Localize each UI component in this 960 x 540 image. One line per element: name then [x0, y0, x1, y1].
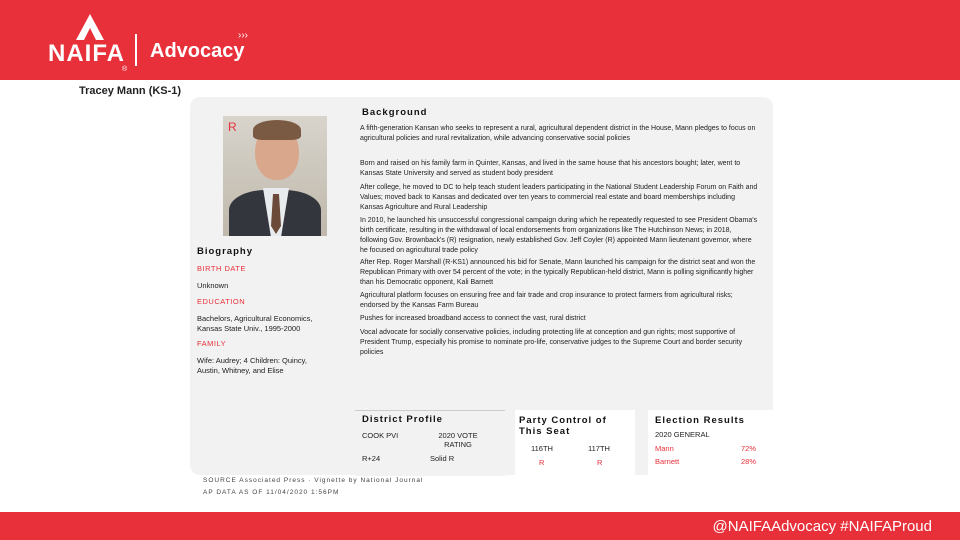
background-paragraph: Agricultural platform focuses on ensuring free and fair trade and crop insurance to protect farmers from agricultural risks; endorsed by the Kansas Farm Bureau	[360, 292, 733, 309]
data-as-of: AP DATA AS OF 11/04/2020 1:56PM	[203, 489, 340, 496]
election-subheading: 2020 GENERAL	[655, 430, 710, 439]
candidate-pct: 72%	[741, 444, 757, 453]
birth-date-value: Unknown	[197, 281, 229, 290]
congress-117-party: R	[597, 458, 603, 467]
footer-bar	[0, 512, 960, 540]
footer-hashtags[interactable]: @NAIFAAdvocacy #NAIFAProud	[712, 518, 932, 535]
brand-title: Advocacy	[150, 40, 245, 62]
candidate-name: Mann	[655, 444, 674, 453]
background-paragraph: In 2010, he launched his unsuccessful congressional campaign during which he repeatedly requested to see President Obama's birth certificate, resulting in the withdrawal of local endorsements from organizations like The Hutchinson News; in 2018, following Gov. Brownback's (R) resignation, newly established Gov. Jeff Coyler (R) appointed Mann lieutenant governor, where he focused on agricultural trade policy	[360, 217, 758, 254]
arrows-icon: ›››	[238, 30, 248, 41]
biography-heading: Biography	[197, 246, 253, 257]
education-label: EDUCATION	[197, 297, 246, 306]
party-control-heading: Party Control of This Seat	[519, 415, 607, 437]
background-paragraph: Vocal advocate for socially conservative policies, including protecting life at conception and gun rights; most supportive of President Trump, especially his promise to nominate pro-life, conservative judges to the Supreme Court and border security policies	[360, 329, 743, 356]
family-value: Wife: Audrey; 4 Children: Quincy, Austin, Whitney, and Elise	[197, 356, 307, 375]
logo-text: NAIFA	[48, 40, 125, 67]
district-profile-heading: District Profile	[362, 414, 443, 425]
background-paragraph: A fifth-generation Kansan who seeks to represent a rural, agricultural dependent district in the House, Mann pledges to focus on agricultural policies and rural revitalization, while advancing conservative social policies	[360, 125, 756, 142]
vote-rating-value: Solid R	[430, 454, 455, 463]
background-paragraph: After Rep. Roger Marshall (R-KS1) announced his bid for Senate, Mann launched his campaign for the district seat and won the Republican Primary with over 54 percent of the vote; in the typically Republican-held district, Mann is polling significantly higher than his Democratic opponent, Kali Barnett	[360, 259, 756, 286]
background-heading: Background	[362, 107, 428, 118]
congress-116-label: 116TH	[531, 444, 553, 453]
family-label: FAMILY	[197, 339, 227, 348]
background-paragraph: Pushes for increased broadband access to connect the vast, rural district	[360, 315, 586, 322]
congress-117-label: 117TH	[588, 444, 610, 453]
party-badge: R	[228, 120, 237, 134]
background-paragraph: Born and raised on his family farm in Quinter, Kansas, and lived in the same house that his ancestors bought; later, went to Kansas State University and served as student body president	[360, 160, 741, 177]
cook-pvi-value: R+24	[362, 454, 381, 463]
candidate-name: Barnett	[655, 457, 680, 466]
education-value: Bachelors, Agricultural Economics, Kansas State Univ., 1995-2000	[197, 314, 313, 333]
naifa-logo[interactable]	[40, 10, 140, 74]
source-note: SOURCE Associated Press · Vignette by National Journal	[203, 477, 424, 484]
page-title: Tracey Mann (KS-1)	[79, 85, 182, 97]
candidate-pct: 28%	[741, 457, 757, 466]
birth-date-label: BIRTH DATE	[197, 264, 246, 273]
logo-divider	[135, 34, 137, 66]
candidate-photo	[223, 116, 327, 236]
logo-registered: ®	[122, 66, 128, 73]
vote-rating-label: 2020 VOTE RATING	[438, 431, 478, 449]
congress-116-party: R	[539, 458, 545, 467]
background-paragraph: After college, he moved to DC to help teach student leaders participating in the National Student Leadership Forum on Faith and Values; moved back to Kansas and dedicated over ten years to commercial real estate and board memberships including Kansas Agriculture and Rural Leadership	[360, 184, 758, 211]
election-results-heading: Election Results	[655, 415, 745, 426]
header-bar	[0, 0, 960, 80]
cook-pvi-label: COOK PVI	[362, 431, 399, 440]
